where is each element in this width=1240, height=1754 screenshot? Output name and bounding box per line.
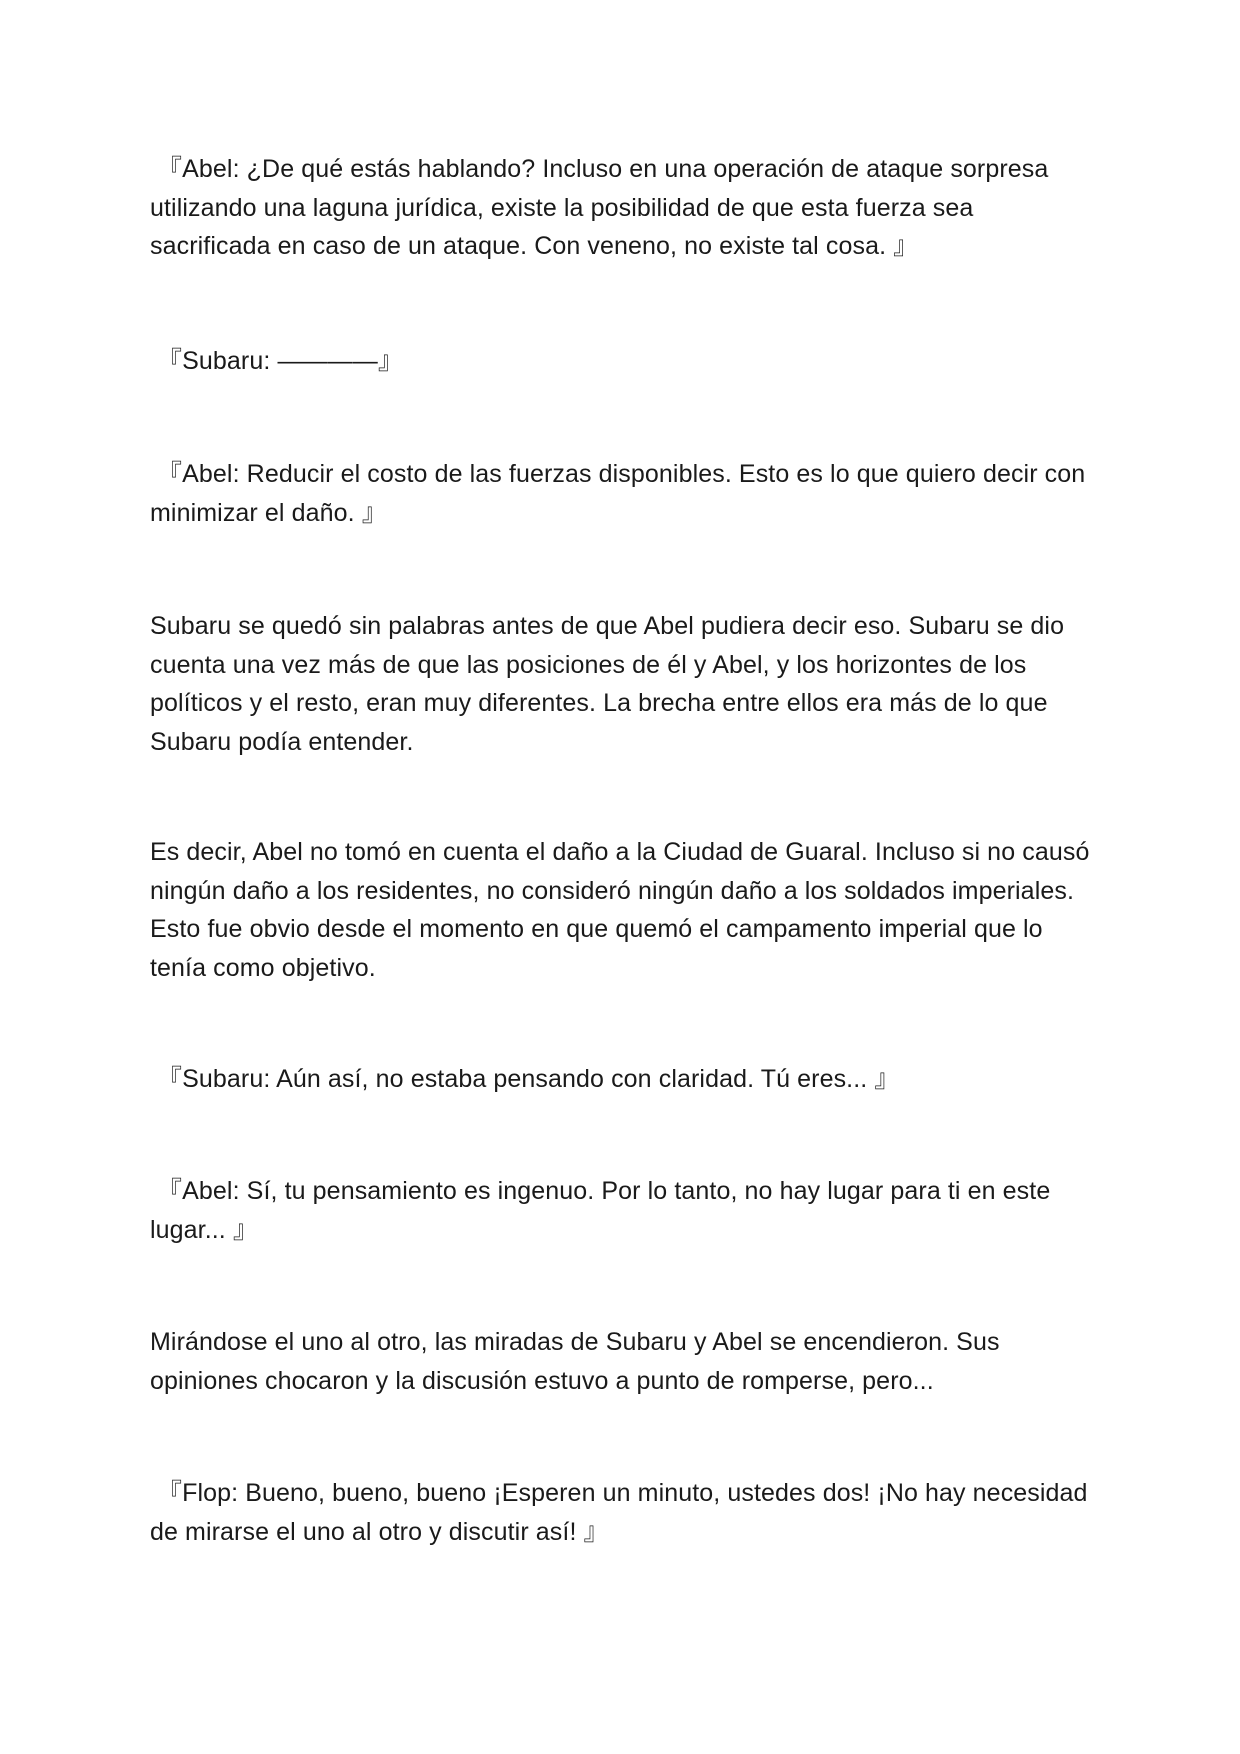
dialogue-paragraph: 『Flop: Bueno, bueno, bueno ¡Esperen un minuto, ustedes dos! ¡No hay necesidad de mirarse el uno al otro y discutir así! 』 [150, 1479, 1088, 1546]
dialogue-paragraph: 『Abel: ¿De qué estás hablando? Incluso en una operación de ataque sorpresa utilizando una laguna jurídica, existe la posibilidad de que esta fuerza sea sacrificada en caso de un ataque. Con veneno, no existe tal cosa. 』 [150, 155, 1049, 260]
narration-paragraph: Subaru se quedó sin palabras antes de que Abel pudiera decir eso. Subaru se dio cuenta una vez más de que las posiciones de él y Abel, y los horizontes de los políticos y el resto, eran muy diferentes. La brecha entre ellos era más de lo que Subaru podía entender. [150, 612, 1065, 756]
dialogue-paragraph: 『Abel: Reducir el costo de las fuerzas disponibles. Esto es lo que quiero decir con minimizar el daño. 』 [150, 460, 1086, 527]
narration-paragraph: Es decir, Abel no tomó en cuenta el daño a la Ciudad de Guaral. Incluso si no causó ningún daño a los residentes, no consideró ningún daño a los soldados imperiales. Esto fue obvio desde el momento en que quemó el campamento imperial que lo tenía como objetivo. [150, 838, 1090, 982]
dialogue-paragraph: 『Subaru: ————』 [150, 347, 403, 375]
dialogue-paragraph: 『Subaru: Aún así, no estaba pensando con claridad. Tú eres... 』 [150, 1065, 900, 1093]
dialogue-paragraph: 『Abel: Sí, tu pensamiento es ingenuo. Por lo tanto, no hay lugar para ti en este lugar... 』 [150, 1177, 1051, 1244]
narration-paragraph: Mirándose el uno al otro, las miradas de Subaru y Abel se encendieron. Sus opiniones chocaron y la discusión estuvo a punto de romperse, pero... [150, 1328, 1000, 1395]
